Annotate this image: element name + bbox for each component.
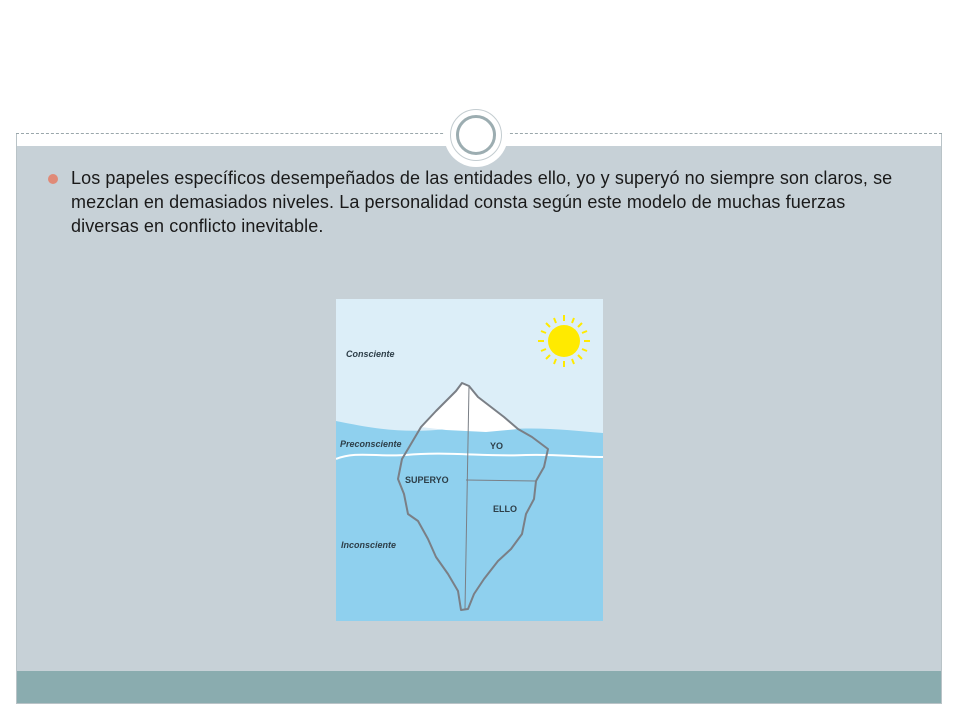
label-superyo: SUPERYO xyxy=(405,475,449,485)
label-inconsciente: Inconsciente xyxy=(341,540,397,550)
figure-water xyxy=(336,421,603,621)
label-consciente: Consciente xyxy=(346,349,395,359)
decorative-ring-icon xyxy=(456,115,496,155)
slide-body-text: Los papeles específicos desempeñados de las entidades ello, yo y superyó no siempre son claros, se mezclan en demasiados niveles. La personalidad consta según este modelo de muchas fuerzas diversas en conflicto inevitable. xyxy=(71,168,893,236)
label-ello: ELLO xyxy=(493,504,517,514)
label-yo: YO xyxy=(490,441,504,451)
iceberg-figure xyxy=(336,299,603,621)
slide-footer-bar xyxy=(17,671,941,703)
label-preconsciente: Preconsciente xyxy=(340,439,402,449)
bullet-icon xyxy=(48,174,58,184)
